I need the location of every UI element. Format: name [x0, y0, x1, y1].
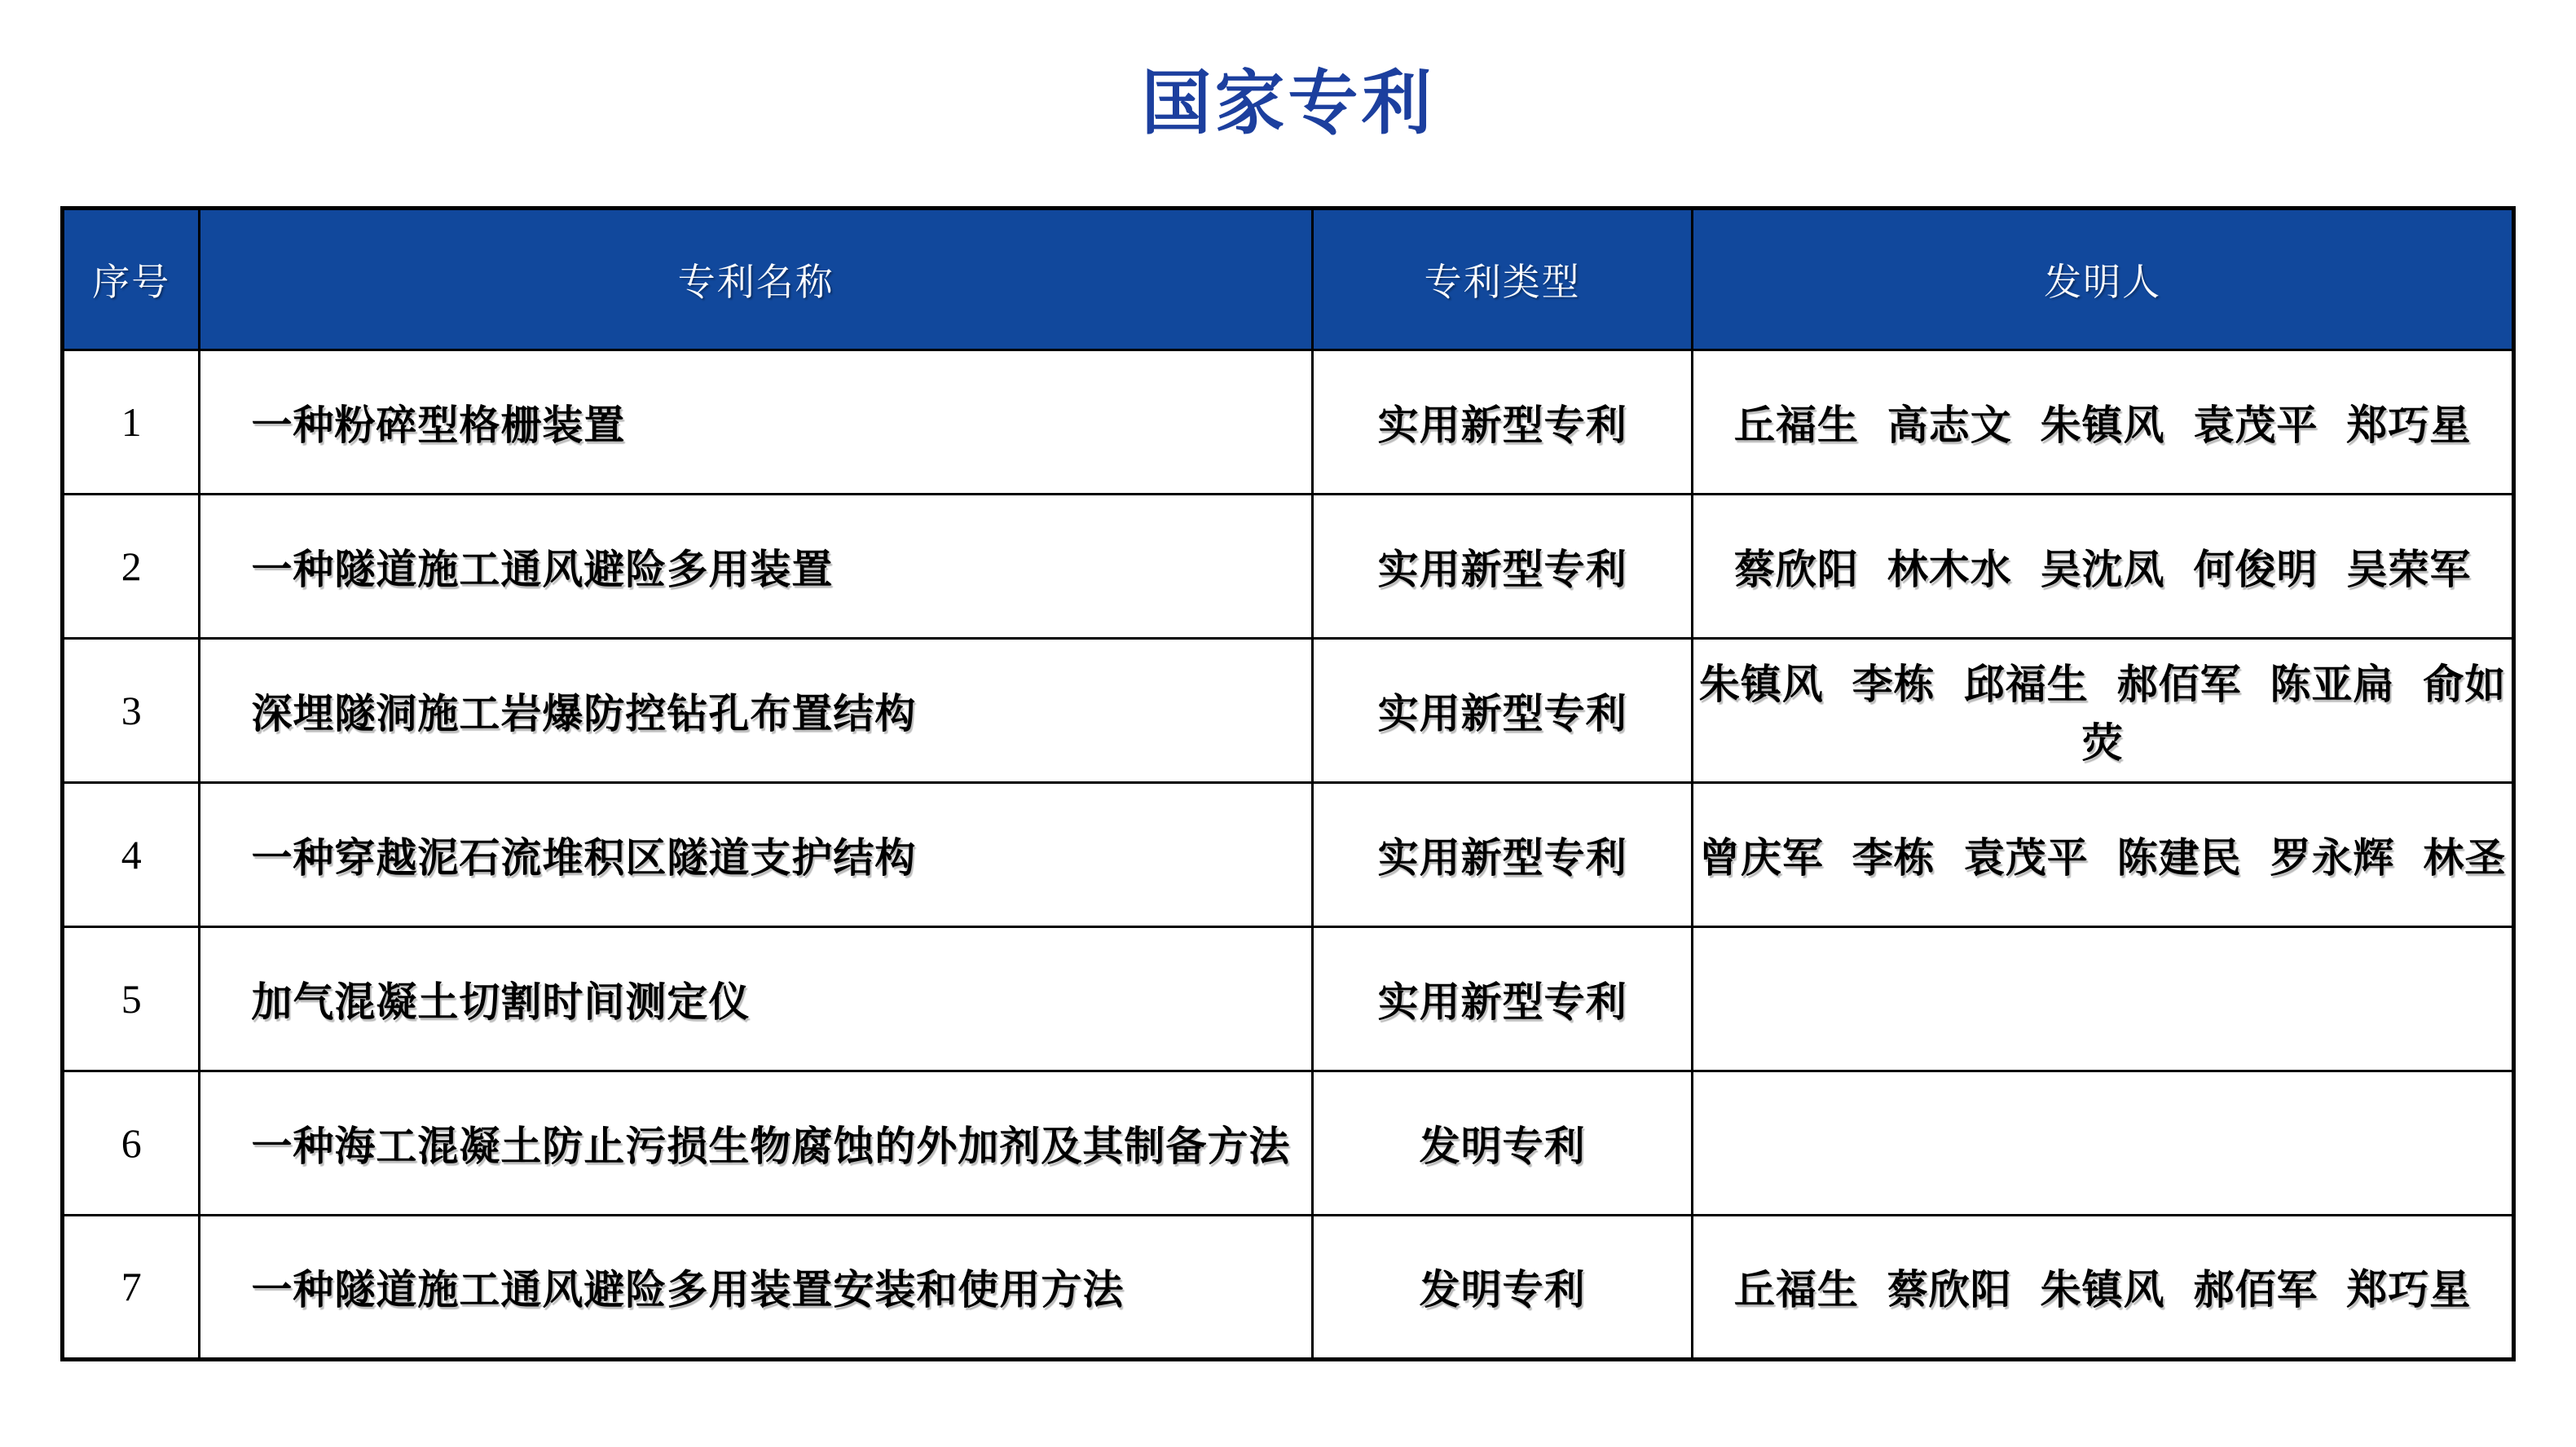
header-cell-no: 序号	[63, 208, 200, 350]
cell-patent-type: 实用新型专利	[1313, 638, 1693, 782]
cell-patent-type: 实用新型专利	[1313, 926, 1693, 1071]
cell-no: 7	[63, 1215, 200, 1359]
cell-patent-name: 加气混凝土切割时间测定仪	[200, 926, 1313, 1071]
patent-table	[60, 206, 2516, 1361]
cell-patent-name: 一种隧道施工通风避险多用装置	[200, 494, 1313, 638]
cell-patent-name: 一种隧道施工通风避险多用装置安装和使用方法	[200, 1215, 1313, 1359]
table-header-row	[63, 208, 2514, 350]
cell-no: 6	[63, 1071, 200, 1215]
header-cell-inventors: 发明人	[1693, 208, 2514, 350]
cell-patent-type: 实用新型专利	[1313, 494, 1693, 638]
cell-inventors	[1693, 926, 2514, 1071]
cell-patent-name: 一种穿越泥石流堆积区隧道支护结构	[200, 782, 1313, 926]
cell-patent-name: 一种海工混凝土防止污损生物腐蚀的外加剂及其制备方法	[200, 1071, 1313, 1215]
cell-patent-type: 发明专利	[1313, 1215, 1693, 1359]
table-row	[63, 926, 2514, 1071]
cell-patent-type: 实用新型专利	[1313, 350, 1693, 494]
cell-no: 2	[63, 494, 200, 638]
header-cell-patent-name: 专利名称	[200, 208, 1313, 350]
cell-no: 1	[63, 350, 200, 494]
table-row	[63, 1071, 2514, 1215]
table-row	[63, 494, 2514, 638]
cell-inventors	[1693, 1071, 2514, 1215]
cell-inventors: 蔡欣阳 林木水 吴沈凤 何俊明 吴荣军	[1693, 494, 2514, 638]
cell-patent-type: 实用新型专利	[1313, 782, 1693, 926]
cell-patent-name: 深埋隧洞施工岩爆防控钻孔布置结构	[200, 638, 1313, 782]
cell-inventors: 曾庆军 李栋 袁茂平 陈建民 罗永辉 林圣	[1693, 782, 2514, 926]
cell-no: 3	[63, 638, 200, 782]
cell-inventors: 丘福生 蔡欣阳 朱镇风 郝佰军 郑巧星	[1693, 1215, 2514, 1359]
cell-no: 4	[63, 782, 200, 926]
page-title: 国家专利	[1141, 64, 1435, 143]
cell-inventors: 朱镇风 李栋 邱福生 郝佰军 陈亚扁 俞如荧	[1693, 638, 2514, 782]
cell-patent-name: 一种粉碎型格栅装置	[200, 350, 1313, 494]
header-cell-patent-type: 专利类型	[1313, 208, 1693, 350]
cell-inventors: 丘福生 高志文 朱镇风 袁茂平 郑巧星	[1693, 350, 2514, 494]
table-row	[63, 1215, 2514, 1359]
cell-patent-type: 发明专利	[1313, 1071, 1693, 1215]
table-row	[63, 350, 2514, 494]
table-row	[63, 782, 2514, 926]
table-row	[63, 638, 2514, 782]
cell-no: 5	[63, 926, 200, 1071]
